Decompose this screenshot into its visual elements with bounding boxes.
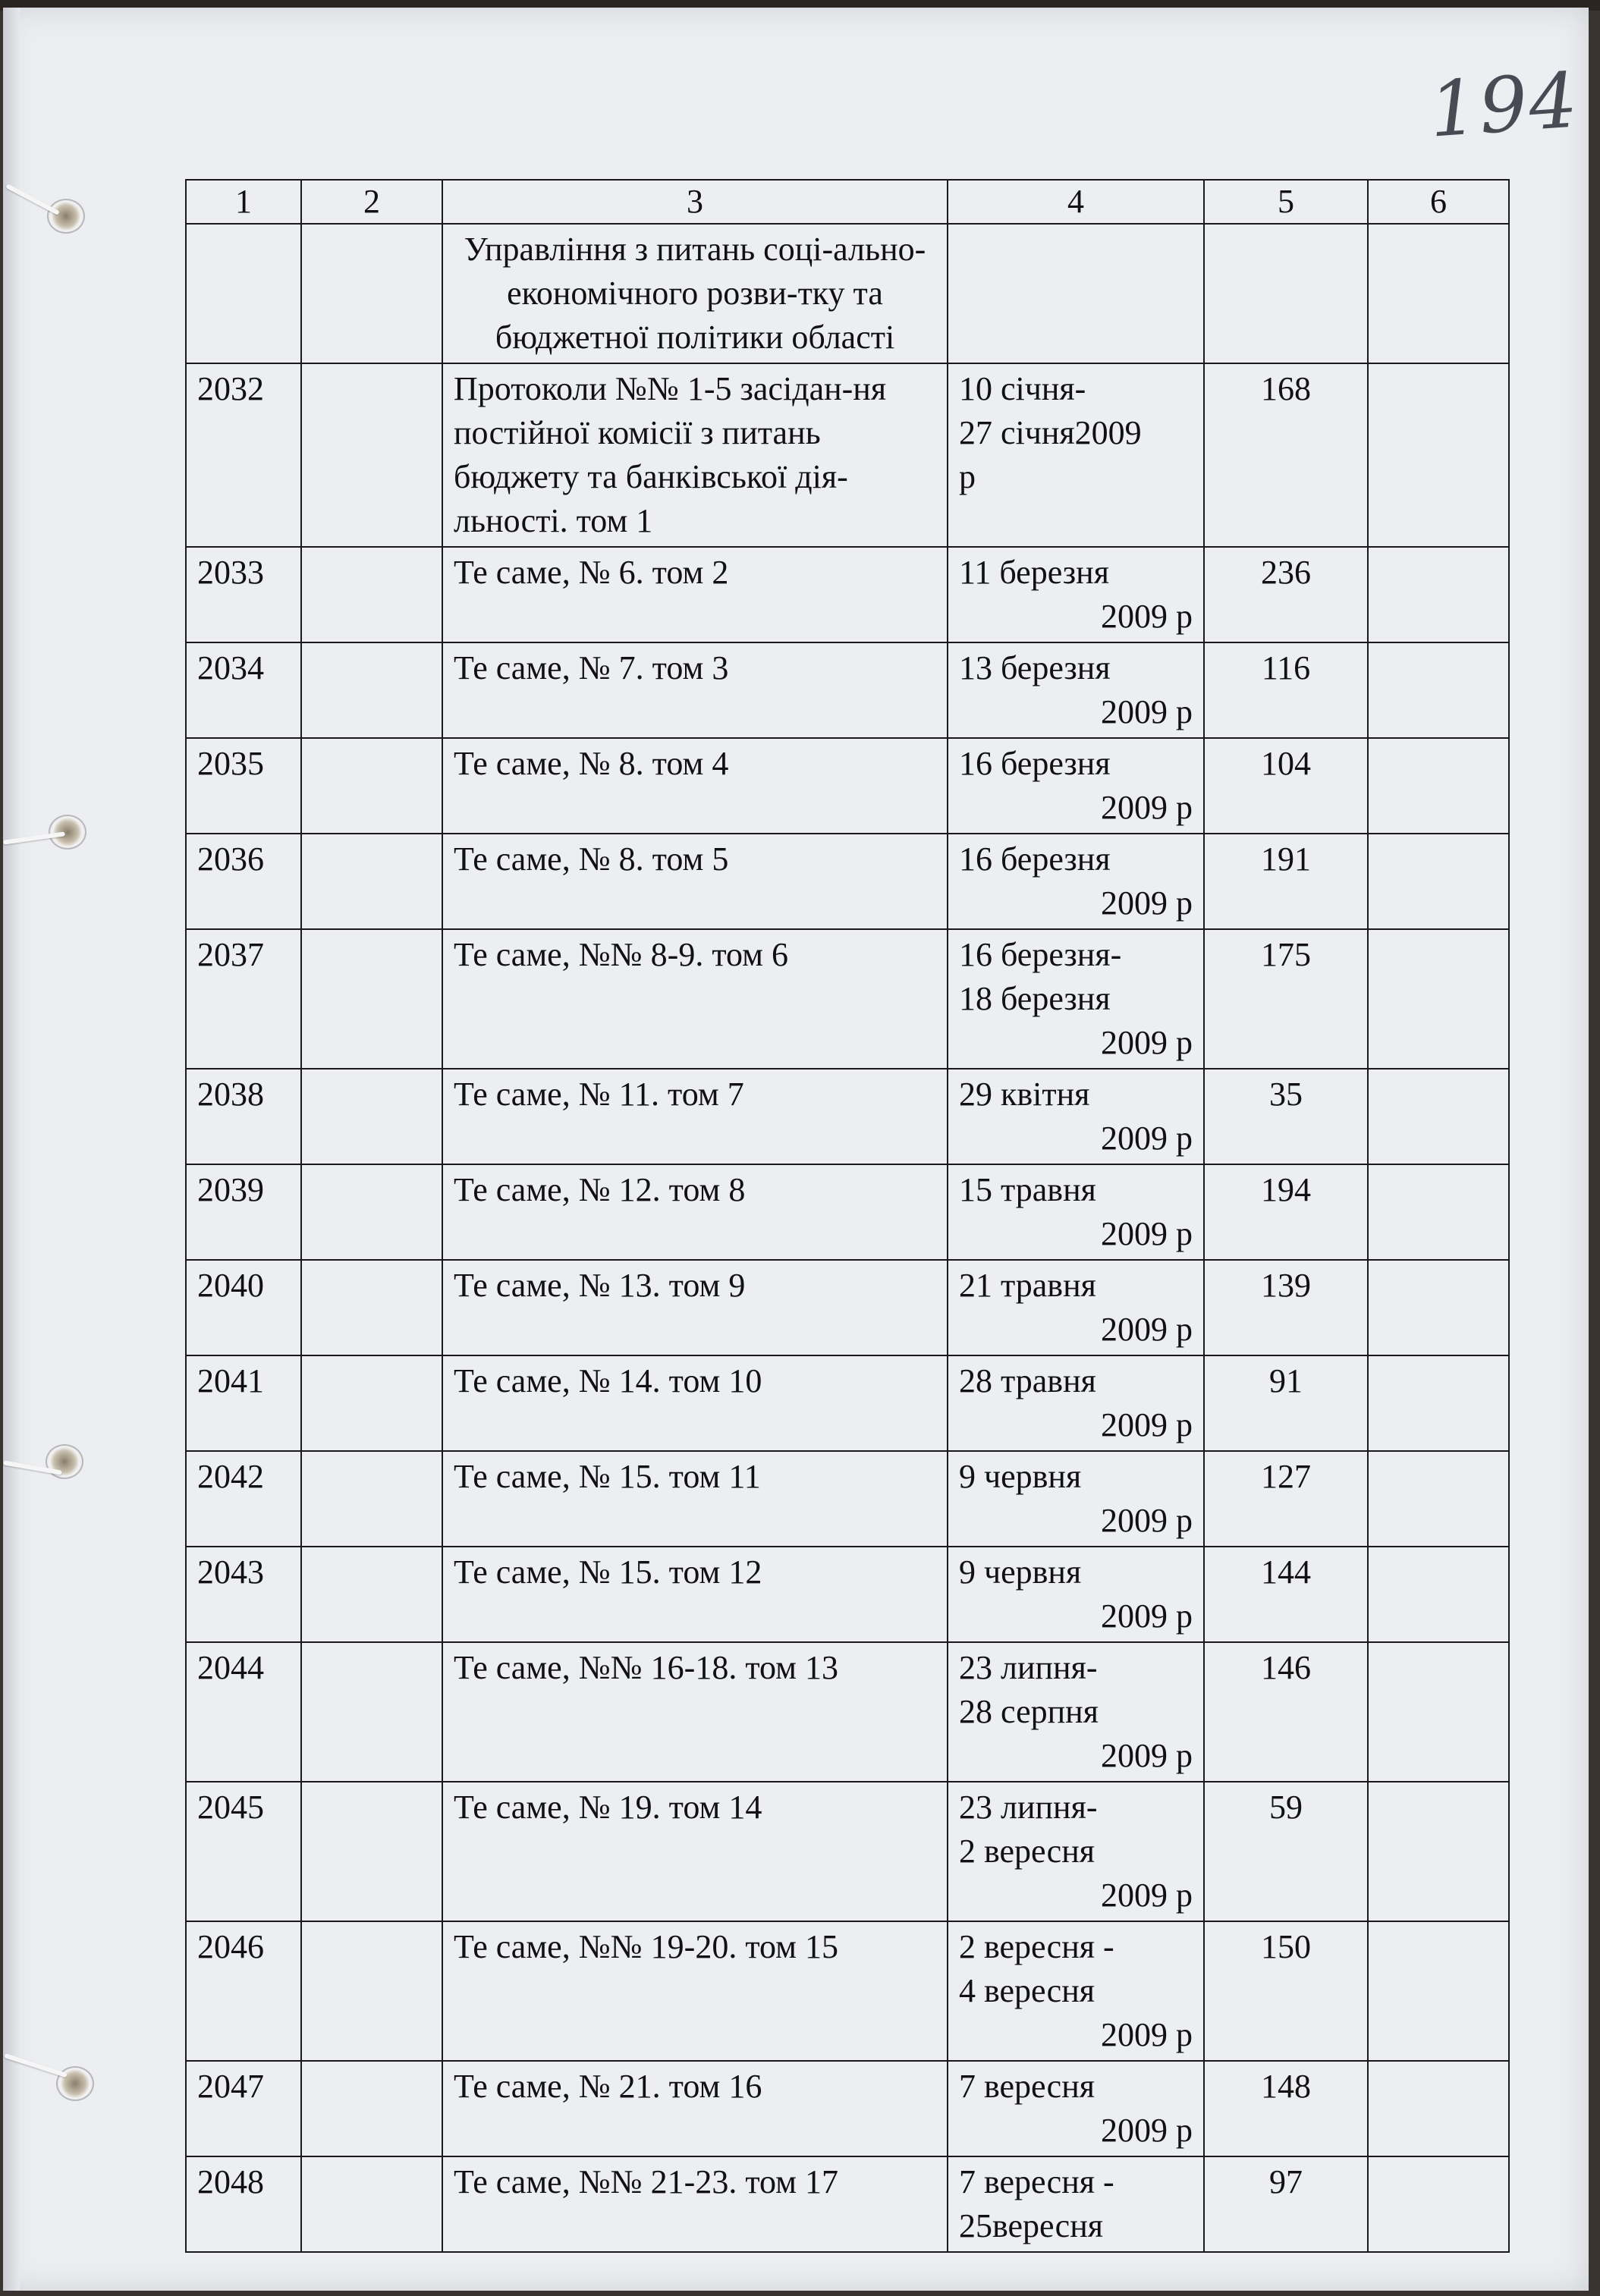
page-count: 35	[1204, 1069, 1368, 1164]
date-year: 2009 р	[1101, 1737, 1193, 1774]
row-number: 2040	[186, 1260, 301, 1355]
file-title: Те саме, № 21. том 16	[442, 2061, 948, 2156]
column-header: 3	[442, 180, 948, 224]
notes-cell	[1368, 738, 1509, 834]
notes-cell	[1368, 1921, 1509, 2061]
date-year: 2009 р	[1101, 2016, 1193, 2053]
date-line: 28 серпня	[959, 1693, 1099, 1730]
notes-cell	[1368, 1260, 1509, 1355]
file-title: Те саме, № 14. том 10	[442, 1355, 948, 1451]
page-count: 146	[1204, 1642, 1368, 1782]
file-title: Те саме, № 6. том 2	[442, 547, 948, 642]
date-cell	[948, 1260, 1204, 1355]
date-line: 16 березня-	[959, 936, 1122, 973]
date-line: 9 червня	[959, 1553, 1082, 1591]
date-line: 25вересня	[959, 2207, 1103, 2244]
page-count: 127	[1204, 1451, 1368, 1547]
column-header: 6	[1368, 180, 1509, 224]
date-year: 2009 р	[1101, 598, 1193, 635]
date-line: р	[959, 458, 976, 495]
page-count: 191	[1204, 834, 1368, 929]
date-line: 2 вересня	[959, 1833, 1095, 1870]
col2-cell	[301, 738, 442, 834]
row-number: 2032	[186, 363, 301, 547]
row-number: 2038	[186, 1069, 301, 1164]
date-line: 10 січня-	[959, 370, 1086, 407]
row-number: 2045	[186, 1782, 301, 1921]
date-year: 2009 р	[1101, 1120, 1193, 1157]
row-number: 2039	[186, 1164, 301, 1260]
date-line: 15 травня	[959, 1171, 1096, 1208]
date-cell	[948, 1069, 1204, 1164]
section-row	[186, 224, 1509, 363]
date-year: 2009 р	[1101, 1024, 1193, 1061]
date-year: 2009 р	[1101, 1597, 1193, 1635]
table-row	[186, 1642, 1509, 1782]
date-cell	[948, 1921, 1204, 2061]
col2-cell	[301, 1547, 442, 1642]
notes-cell	[1368, 929, 1509, 1069]
header-row	[186, 180, 1509, 224]
notes-cell	[1368, 1451, 1509, 1547]
col2-cell	[301, 1260, 442, 1355]
table-row	[186, 2061, 1509, 2156]
page-count: 148	[1204, 2061, 1368, 2156]
file-title: Те саме, № 11. том 7	[442, 1069, 948, 1164]
row-number: 2036	[186, 834, 301, 929]
file-title: Те саме, № 19. том 14	[442, 1782, 948, 1921]
date-line: 21 травня	[959, 1267, 1096, 1304]
date-line: 2 вересня -	[959, 1928, 1114, 1965]
date-year: 2009 р	[1101, 1877, 1193, 1914]
date-cell	[948, 2061, 1204, 2156]
col2-cell	[301, 1069, 442, 1164]
table-row	[186, 642, 1509, 738]
binding-hole	[49, 815, 86, 850]
col2-cell	[301, 1451, 442, 1547]
notes-cell	[1368, 2156, 1509, 2252]
page-count: 139	[1204, 1260, 1368, 1355]
date-year: 2009 р	[1101, 884, 1193, 922]
table-row	[186, 834, 1509, 929]
date-cell	[948, 834, 1204, 929]
date-line: 4 вересня	[959, 1972, 1095, 2009]
row-number: 2046	[186, 1921, 301, 2061]
file-title: Те саме, № 15. том 12	[442, 1547, 948, 1642]
page-count: 144	[1204, 1547, 1368, 1642]
date-line: 23 липня-	[959, 1649, 1098, 1686]
page-count: 59	[1204, 1782, 1368, 1921]
date-line: 13 березня	[959, 649, 1111, 686]
date-line: 9 червня	[959, 1458, 1082, 1495]
table-row	[186, 1164, 1509, 1260]
file-title: Те саме, № 7. том 3	[442, 642, 948, 738]
col2-cell	[301, 1355, 442, 1451]
table-row	[186, 1451, 1509, 1547]
column-header: 4	[948, 180, 1204, 224]
page-count: 236	[1204, 547, 1368, 642]
page-count: 150	[1204, 1921, 1368, 2061]
row-number: 2047	[186, 2061, 301, 2156]
row-number: 2044	[186, 1642, 301, 1782]
col2-cell	[301, 642, 442, 738]
date-year: 2009 р	[1101, 693, 1193, 730]
date-cell	[948, 2156, 1204, 2252]
column-header: 5	[1204, 180, 1368, 224]
row-number: 2035	[186, 738, 301, 834]
file-title: Те саме, № 15. том 11	[442, 1451, 948, 1547]
row-number: 2041	[186, 1355, 301, 1451]
date-cell	[948, 1164, 1204, 1260]
file-title: Те саме, №№ 8-9. том 6	[442, 929, 948, 1069]
date-line: 11 березня	[959, 554, 1109, 591]
file-title: Те саме, № 8. том 4	[442, 738, 948, 834]
date-cell	[948, 1451, 1204, 1547]
page-edge	[3, 8, 20, 2291]
date-cell	[948, 1782, 1204, 1921]
date-cell	[948, 547, 1204, 642]
page-count: 116	[1204, 642, 1368, 738]
column-header: 1	[186, 180, 301, 224]
handwritten-page-number: 194	[1426, 55, 1582, 155]
row-number: 2037	[186, 929, 301, 1069]
table-row	[186, 363, 1509, 547]
col2-cell	[301, 363, 442, 547]
col2-cell	[301, 1782, 442, 1921]
date-line: 16 березня	[959, 840, 1111, 878]
table-row	[186, 547, 1509, 642]
table-row	[186, 1355, 1509, 1451]
notes-cell	[1368, 547, 1509, 642]
row-number: 2034	[186, 642, 301, 738]
page-count: 104	[1204, 738, 1368, 834]
table-row	[186, 1260, 1509, 1355]
table-row	[186, 929, 1509, 1069]
date-line: 7 вересня	[959, 2068, 1095, 2105]
table-row	[186, 738, 1509, 834]
row-number: 2048	[186, 2156, 301, 2252]
notes-cell	[1368, 363, 1509, 547]
row-number: 2042	[186, 1451, 301, 1547]
date-year: 2009 р	[1101, 1215, 1193, 1252]
date-cell	[948, 642, 1204, 738]
file-title: Те саме, № 8. том 5	[442, 834, 948, 929]
date-cell	[948, 1642, 1204, 1782]
file-title: Те саме, №№ 16-18. том 13	[442, 1642, 948, 1782]
col2-cell	[301, 1164, 442, 1260]
file-title: Протоколи №№ 1-5 засідан-ня постійної комісії з питань бюджету та банківської дія-льності. том 1	[442, 363, 948, 547]
notes-cell	[1368, 1355, 1509, 1451]
row-number: 2043	[186, 1547, 301, 1642]
table-row	[186, 2156, 1509, 2252]
date-year: 2009 р	[1101, 1406, 1193, 1443]
col2-cell	[301, 1921, 442, 2061]
file-title: Те саме, №№ 19-20. том 15	[442, 1921, 948, 2061]
date-line: 27 січня2009	[959, 414, 1142, 451]
date-cell	[948, 929, 1204, 1069]
notes-cell	[1368, 1069, 1509, 1164]
page-count: 91	[1204, 1355, 1368, 1451]
date-line: 29 квітня	[959, 1076, 1090, 1113]
date-cell	[948, 738, 1204, 834]
notes-cell	[1368, 2061, 1509, 2156]
file-title: Те саме, № 13. том 9	[442, 1260, 948, 1355]
col2-cell	[301, 547, 442, 642]
date-cell	[948, 1355, 1204, 1451]
notes-cell	[1368, 834, 1509, 929]
date-line: 18 березня	[959, 980, 1111, 1017]
col2-cell	[301, 1642, 442, 1782]
table-row	[186, 1921, 1509, 2061]
page-count: 175	[1204, 929, 1368, 1069]
notes-cell	[1368, 1642, 1509, 1782]
notes-cell	[1368, 1164, 1509, 1260]
date-year: 2009 р	[1101, 2112, 1193, 2149]
notes-cell	[1368, 1547, 1509, 1642]
date-cell	[948, 1547, 1204, 1642]
binding-hole	[46, 1444, 83, 1479]
date-year: 2009 р	[1101, 1311, 1193, 1348]
date-year: 2009 р	[1101, 1502, 1193, 1539]
page-count: 97	[1204, 2156, 1368, 2252]
notes-cell	[1368, 642, 1509, 738]
date-line: 23 липня-	[959, 1789, 1098, 1826]
date-line: 16 березня	[959, 745, 1111, 782]
col2-cell	[301, 834, 442, 929]
col2-cell	[301, 2156, 442, 2252]
table-row	[186, 1782, 1509, 1921]
notes-cell	[1368, 1782, 1509, 1921]
date-year: 2009 р	[1101, 789, 1193, 826]
date-line: 28 травня	[959, 1362, 1096, 1399]
row-number: 2033	[186, 547, 301, 642]
file-title: Те саме, № 12. том 8	[442, 1164, 948, 1260]
page-count: 168	[1204, 363, 1368, 547]
date-line: 7 вересня -	[959, 2163, 1114, 2200]
file-title: Те саме, №№ 21-23. том 17	[442, 2156, 948, 2252]
section-title: Управління з питань соці-ально-економічного розви-тку та бюджетної політики області	[442, 224, 948, 363]
table-row	[186, 1069, 1509, 1164]
table-row	[186, 1547, 1509, 1642]
column-header: 2	[301, 180, 442, 224]
page-count: 194	[1204, 1164, 1368, 1260]
date-cell	[948, 363, 1204, 547]
inventory-table	[185, 179, 1510, 2253]
col2-cell	[301, 929, 442, 1069]
binding-hole	[47, 199, 85, 234]
col2-cell	[301, 2061, 442, 2156]
